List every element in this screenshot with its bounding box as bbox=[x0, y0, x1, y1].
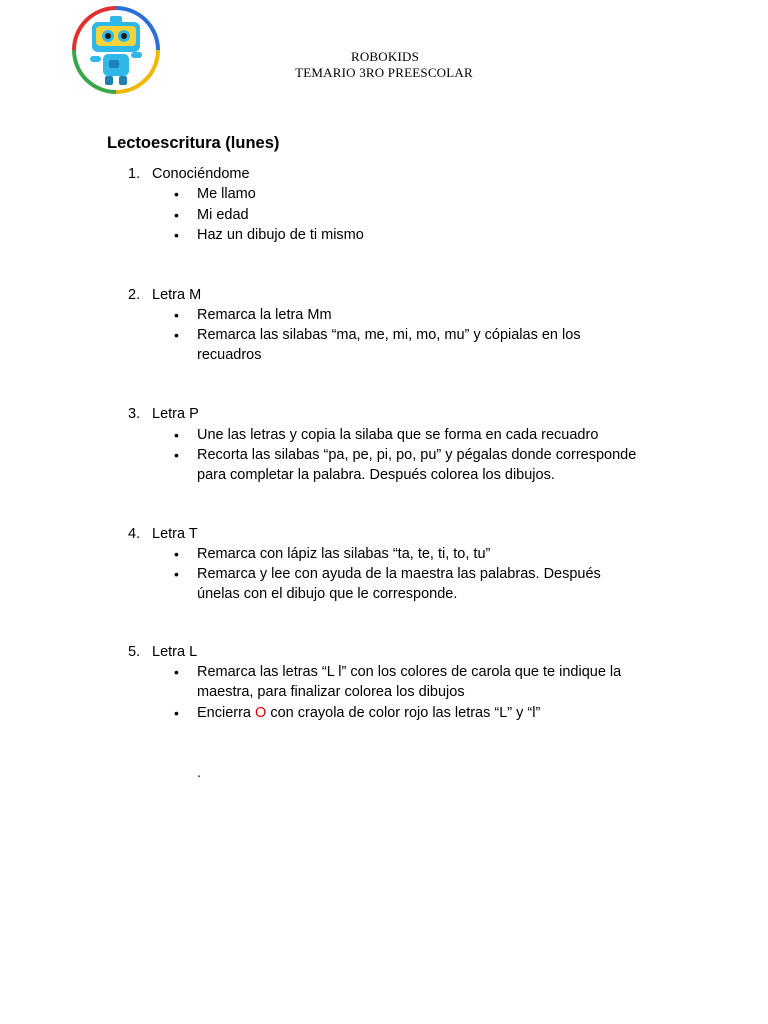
bullet-glyph: • bbox=[174, 705, 179, 721]
item-number: 3. bbox=[128, 406, 141, 422]
item-number: 4. bbox=[128, 526, 141, 542]
header-brand: ROBOKIDS bbox=[350, 49, 420, 64]
bullet-glyph: • bbox=[174, 427, 179, 443]
bullet-glyph: • bbox=[174, 186, 179, 202]
item-number: 1. bbox=[128, 166, 141, 182]
bullet-text: Me llamo bbox=[197, 186, 256, 202]
bullet-text: Remarca las letras “L l” con los colores de carola que te indique la bbox=[197, 664, 622, 680]
item-number: 5. bbox=[128, 644, 141, 660]
bullet-text-part: Encierra bbox=[197, 705, 256, 721]
bullet-glyph: • bbox=[174, 327, 179, 343]
bullet-text bbox=[197, 703, 667, 723]
bullet-text-continued: para completar la palabra. Después colorea los dibujos. bbox=[197, 467, 555, 483]
bullet-text: Mi edad bbox=[197, 207, 249, 223]
trailing-dot: . bbox=[197, 764, 201, 780]
section-title: Lectoescritura (lunes) bbox=[107, 134, 280, 152]
bullet-text-continued: maestra, para finalizar colorea los dibujos bbox=[197, 684, 465, 700]
bullet-glyph: • bbox=[174, 546, 179, 562]
bullet-text-part: con crayola de color rojo las letras “L” y “l” bbox=[266, 705, 541, 721]
bullet-glyph: • bbox=[174, 307, 179, 323]
bullet-glyph: • bbox=[174, 664, 179, 680]
bullet-text: Haz un dibujo de ti mismo bbox=[197, 227, 364, 243]
bullet-text: Une las letras y copia la silaba que se forma en cada recuadro bbox=[197, 427, 599, 443]
bullet-text-continued: únelas con el dibujo que le corresponde. bbox=[197, 586, 458, 602]
bullet-text-continued: recuadros bbox=[197, 347, 262, 363]
bullet-text: Remarca la letra Mm bbox=[197, 307, 332, 323]
bullet-text: Recorta las silabas “pa, pe, pi, po, pu” y pégalas donde corresponde bbox=[197, 447, 637, 463]
header-subtitle: TEMARIO 3RO PREESCOLAR bbox=[295, 65, 473, 80]
item-title: Letra P bbox=[152, 406, 199, 422]
bullet-glyph: • bbox=[174, 227, 179, 243]
item-title: Letra M bbox=[152, 287, 202, 303]
bullet-text: Remarca las silabas “ma, me, mi, mo, mu” y cópialas en los bbox=[197, 327, 581, 343]
bullet-glyph: • bbox=[174, 447, 179, 463]
bullet-text: Remarca y lee con ayuda de la maestra las palabras. Después bbox=[197, 566, 601, 582]
bullet-glyph: • bbox=[174, 566, 179, 582]
bullet-glyph: • bbox=[174, 207, 179, 223]
item-title: Conociéndome bbox=[152, 166, 250, 182]
red-circle-glyph: O bbox=[255, 705, 267, 721]
item-number: 2. bbox=[128, 287, 141, 303]
item-title: Letra T bbox=[152, 526, 198, 542]
bullet-text: Remarca con lápiz las silabas “ta, te, ti, to, tu” bbox=[197, 546, 491, 562]
item-title: Letra L bbox=[152, 644, 198, 660]
